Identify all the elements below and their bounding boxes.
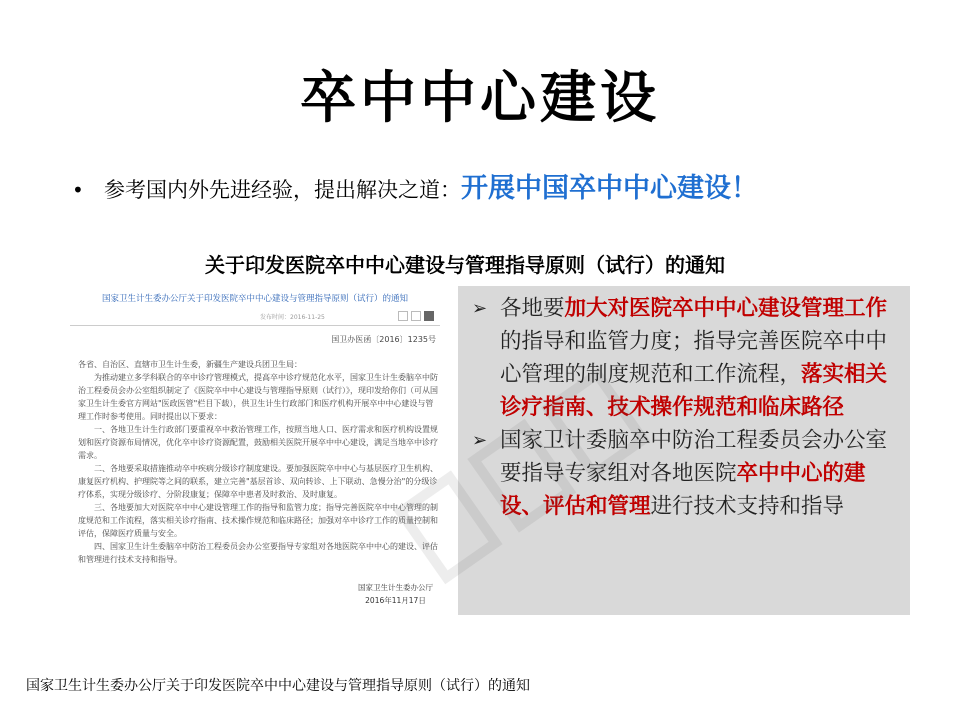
print-icon — [411, 311, 421, 321]
doc-divider — [70, 325, 440, 326]
slide-caption: 国家卫生计生委办公厅关于印发医院卒中中心建设与管理指导原则（试行）的通知 — [26, 678, 530, 694]
doc-paragraph: 二、各地要采取措施推动卒中疾病分级诊疗制度建设。要加强医院卒中中心与基层医疗卫生机构、康复医疗机构、护理院等之间的联系，建立完善"基层首诊、双向转诊、上下联动、急慢分治"的分级诊疗体系，实现分级诊疗、分阶段康复；保障卒中患者及时救治、及时康复。 — [78, 464, 438, 499]
bullet-dot-icon: • — [72, 178, 84, 202]
summary-panel — [458, 286, 910, 615]
panel-text: 国家卫计委脑卒中防治工程委员会办公室要指导专家组对各地医院 — [500, 428, 888, 486]
share-icon — [424, 311, 434, 321]
slide-title: 卒中中心建设 — [300, 65, 660, 131]
doc-body — [78, 358, 438, 566]
document-screenshot — [70, 285, 440, 620]
doc-paragraph: 三、各地要加大对医院卒中中心建设管理工作的指导和监管力度；指导完善医院卒中中心管理的制度规范和工作流程，落实相关诊疗指南、技术操作规范和临床路径；加强对卒中诊疗工作的质量控制和评估，保障医疗质量与安全。 — [78, 503, 438, 538]
arrow-bullet-icon: ➢ — [472, 298, 488, 319]
panel-item-2 — [472, 424, 892, 523]
panel-text: 进行技术支持和指导 — [650, 494, 845, 519]
doc-sign-org: 国家卫生计生委办公厅 — [358, 583, 433, 592]
doc-toolbar — [395, 309, 434, 322]
doc-paragraph: 四、国家卫生计生委脑卒中防治工程委员会办公室要指导专家组对各地医院卒中中心的建设、评估和管理进行技术支持和指导。 — [78, 542, 438, 564]
doc-paragraph: 各省、自治区、直辖市卫生计生委，新疆生产建设兵团卫生局： — [78, 360, 302, 369]
doc-header: 国家卫生计生委办公厅关于印发医院卒中中心建设与管理指导原则（试行）的通知 — [101, 294, 408, 304]
doc-publish-time: 发布时间：2016-11-25 — [260, 314, 325, 321]
panel-emphasis: 卒中中心的建设、评估和管理 — [500, 461, 866, 519]
font-size-icon — [398, 311, 408, 321]
panel-text: 的指导和监管力度；指导完善医院卒中中心管理的制度规范和工作流程， — [500, 329, 888, 387]
bullet-point — [72, 172, 932, 207]
panel-item-1 — [472, 292, 892, 424]
notice-title: 关于印发医院卒中中心建设与管理指导原则（试行）的通知 — [205, 253, 725, 277]
panel-emphasis: 加大对医院卒中中心建设管理工作 — [564, 296, 888, 321]
doc-paragraph: 一、各地卫生计生行政部门要重视卒中救治管理工作，按照当地人口、医疗需求和医疗机构设置规划和医疗资源布局情况，优化卒中诊疗资源配置，鼓励相关医院开展卒中中心建设，满足当地卒中诊疗需求。 — [78, 425, 438, 460]
doc-paragraph: 为推动建立多学科联合的卒中诊疗管理模式，提高卒中诊疗规范化水平，国家卫生计生委脑卒中防治工程委员会办公室组织制定了《医院卒中中心建设与管理指导原则（试行）》，现印发给你们（可从国家卫生计生委官方网站"医政医管"栏目下载），供卫生计生行政部门和医疗机构开展卒中中心建设与管理工作时参考使用。同时提出以下要求： — [78, 373, 438, 421]
arrow-bullet-icon: ➢ — [472, 430, 488, 451]
doc-signature — [358, 581, 433, 607]
doc-sign-date: 2016年11月17日 — [365, 596, 426, 605]
doc-number: 国卫办医函〔2016〕1235号 — [331, 335, 436, 344]
bullet-highlight: 开展中国卒中中心建设！ — [461, 173, 758, 204]
panel-text: 各地要 — [500, 296, 565, 321]
bullet-prefix: 参考国内外先进经验，提出解决之道： — [104, 178, 461, 202]
panel-emphasis: 落实相关诊疗指南、技术操作规范和临床路径 — [500, 362, 888, 420]
